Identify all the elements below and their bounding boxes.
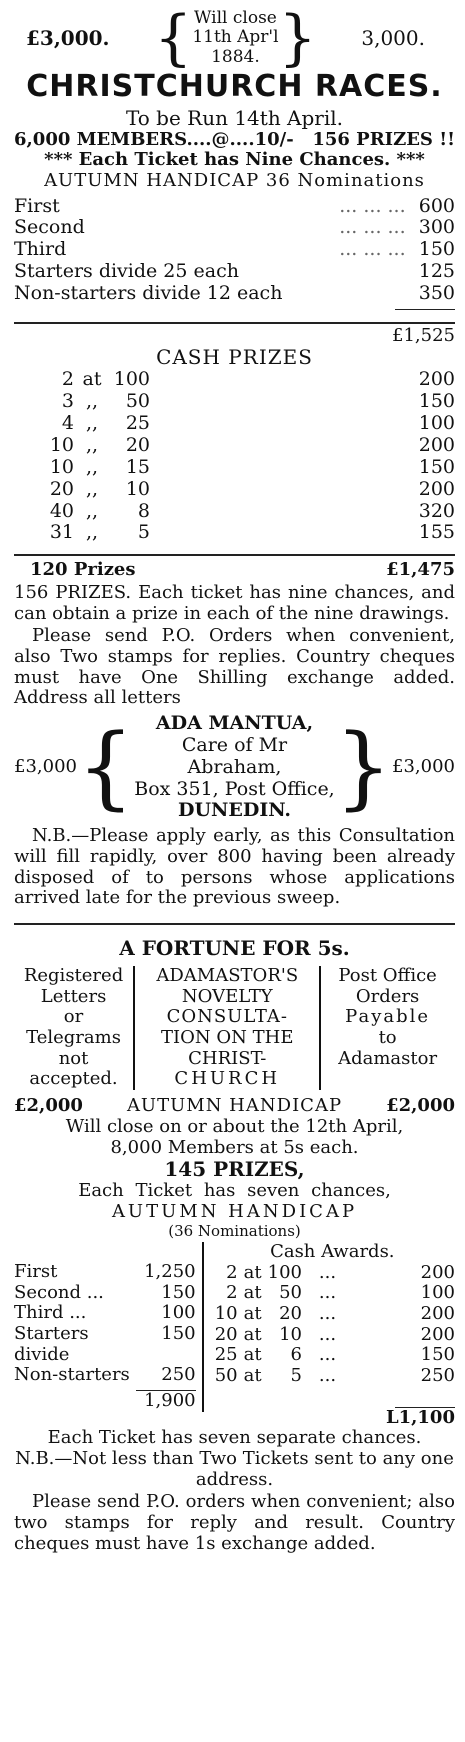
ad2-right-sep: at bbox=[243, 1364, 262, 1386]
ad1-members-left: 6,000 MEMBERS....@....10/- bbox=[14, 128, 294, 150]
cash-amount: 8 bbox=[137, 499, 150, 522]
ad2-right-sep: at bbox=[243, 1282, 262, 1304]
ad1-top-right-amount: 3,000. bbox=[361, 25, 425, 50]
cash-count: 31 bbox=[49, 521, 74, 544]
ad2-prizes-line: 145 PRIZES, bbox=[164, 1157, 305, 1182]
cash-count: 3 bbox=[61, 390, 74, 413]
ad1-prize-rule bbox=[395, 309, 455, 310]
cash-value: 150 bbox=[418, 455, 455, 478]
cash-count: 10 bbox=[49, 434, 74, 456]
cash-sep: ,, bbox=[85, 499, 99, 522]
prize-dots: ... ... ... bbox=[339, 216, 406, 239]
ad2-right-total: L1,100 bbox=[385, 1406, 455, 1428]
cash-row bbox=[14, 413, 455, 435]
cash-count: 2 bbox=[61, 368, 74, 391]
ad1-members-right: 156 PRIZES !! bbox=[312, 128, 455, 150]
ad2-prize-tables bbox=[14, 1242, 455, 1429]
left-col-line: or bbox=[63, 1006, 84, 1028]
cash-row bbox=[14, 457, 455, 479]
ad2-left-row bbox=[14, 1365, 196, 1386]
ad1-title: CHRISTCHURCH RACES. bbox=[26, 69, 443, 104]
ad2-chances-line: Each Ticket has seven chances, bbox=[78, 1180, 391, 1202]
dots: ... bbox=[318, 1344, 337, 1366]
ad2-separate-chances: Each Ticket has seven separate chances. bbox=[47, 1427, 422, 1449]
cash-row bbox=[14, 369, 455, 391]
address-line: Box 351, Post Office, bbox=[134, 777, 335, 800]
ad2-right-value: 100 bbox=[420, 1282, 455, 1304]
ad1-address-right-amount: £3,000 bbox=[392, 756, 455, 778]
ad2-right-column bbox=[321, 966, 453, 1090]
cash-amount: 25 bbox=[125, 412, 150, 435]
dots: ... bbox=[318, 1323, 337, 1345]
center-col-line: TION ON THE bbox=[161, 1027, 294, 1049]
prize-value: 600 bbox=[418, 194, 455, 217]
prize-dots bbox=[333, 283, 412, 305]
ad2-nb: N.B.—Not less than Two Tickets sent to any one address. bbox=[15, 1448, 454, 1490]
prize-value: 350 bbox=[418, 281, 455, 304]
dots: ... bbox=[318, 1282, 337, 1304]
ad1-cash-rule bbox=[14, 554, 455, 556]
ad1-chances-line: *** Each Ticket has Nine Chances. *** bbox=[44, 149, 425, 171]
ad2-para: Please send P.O. orders when convenient; also two stamps for reply and result. Country cheques must have 1s exchange added. bbox=[14, 1491, 455, 1554]
ad2-left-value: 100 bbox=[161, 1302, 196, 1324]
ad2-right-row bbox=[210, 1263, 455, 1284]
dots: ... bbox=[318, 1302, 337, 1324]
ad1-members-line bbox=[14, 130, 455, 151]
cash-sep: ,, bbox=[85, 390, 99, 413]
prize-row bbox=[14, 283, 455, 305]
right-col-line: Payable bbox=[345, 1006, 431, 1028]
left-col-line: Letters bbox=[40, 985, 107, 1007]
ad2-right-row bbox=[210, 1345, 455, 1366]
ad2-right-value: 200 bbox=[420, 1261, 455, 1283]
cash-sep: ,, bbox=[85, 434, 99, 456]
cash-row bbox=[14, 391, 455, 413]
center-col-line: NOVELTY bbox=[181, 985, 273, 1007]
cash-count: 4 bbox=[61, 412, 74, 435]
cash-amount: 15 bbox=[125, 455, 150, 478]
cash-value: 100 bbox=[418, 412, 455, 435]
ad1-cash-title: CASH PRIZES bbox=[156, 345, 313, 370]
left-brace: { bbox=[154, 3, 193, 73]
left-col-line: Telegrams bbox=[26, 1027, 121, 1049]
prize-label: Third bbox=[14, 238, 67, 261]
ad1-subtitle: To be Run 14th April. bbox=[125, 105, 344, 130]
ad1-address-left-amount: £3,000 bbox=[14, 756, 77, 778]
cash-value: 200 bbox=[418, 477, 455, 500]
ad1-nb: N.B.—Please apply early, as this Consultation will fill rapidly, over 800 having been already disposed of to persons whose applications arrived late for the previous sweep. bbox=[14, 825, 455, 909]
prize-label: Starters divide 25 each bbox=[14, 260, 239, 283]
prize-value: 125 bbox=[418, 260, 455, 283]
ad1-close-lines bbox=[192, 9, 278, 68]
prize-label: Non-starters divide 12 each bbox=[14, 281, 283, 304]
ad2-right-count: 20 bbox=[214, 1323, 238, 1345]
ad2-right-count: 10 bbox=[214, 1302, 238, 1324]
ad2-center-column bbox=[133, 966, 321, 1090]
ad2-right-value: 200 bbox=[420, 1302, 455, 1324]
center-col-line: CHURCH bbox=[174, 1068, 281, 1090]
ad2-left-row bbox=[14, 1283, 196, 1304]
right-col-line: Adamastor bbox=[338, 1047, 438, 1069]
ad2-right-amount: 5 bbox=[290, 1364, 302, 1386]
address-line: DUNEDIN. bbox=[177, 799, 292, 822]
ad2-right-row bbox=[210, 1304, 455, 1325]
ad1-race-line: AUTUMN HANDICAP 36 Nominations bbox=[44, 169, 425, 191]
address-line: ADA MANTUA, bbox=[155, 712, 314, 735]
dots: ... bbox=[318, 1364, 337, 1386]
cash-row bbox=[14, 435, 455, 457]
prize-value: 300 bbox=[418, 216, 455, 239]
ad2-right-sep: at bbox=[243, 1261, 262, 1283]
ad2-left-total: 1,900 bbox=[144, 1389, 196, 1411]
ad2-three-column-block bbox=[14, 966, 455, 1090]
ad2-right-sep: at bbox=[243, 1323, 262, 1345]
cash-amount: 10 bbox=[125, 477, 150, 500]
cash-count: 40 bbox=[49, 499, 74, 522]
prize-dots: ... ... ... bbox=[339, 194, 406, 217]
prize-row bbox=[14, 261, 455, 283]
ad1-para-2: Please send P.O. Orders when convenient, also Two stamps for replies. Country cheques must have One Shilling exchange added. Address all letters bbox=[14, 625, 455, 709]
cash-sep: ,, bbox=[85, 477, 99, 500]
cash-value: 200 bbox=[418, 434, 455, 456]
cash-value: 320 bbox=[418, 499, 455, 522]
cash-sep: at bbox=[82, 368, 102, 391]
ad2-left-value: 150 bbox=[161, 1322, 196, 1344]
right-col-line: Post Office bbox=[338, 965, 437, 986]
ad2-title: A FORTUNE FOR 5s. bbox=[119, 936, 350, 960]
right-col-line: to bbox=[378, 1027, 397, 1049]
cash-sep: ,, bbox=[85, 455, 99, 478]
dots: ... bbox=[318, 1261, 337, 1283]
ad2-left-label: Third ... bbox=[14, 1302, 87, 1324]
ad1-prize-table bbox=[14, 196, 455, 305]
ad1-close-block bbox=[154, 3, 317, 73]
ad2-left-value: 150 bbox=[161, 1281, 196, 1303]
ad2-right-amount: 20 bbox=[279, 1302, 302, 1324]
ad2-right-sep: at bbox=[243, 1302, 262, 1324]
ad2-left-value: 250 bbox=[161, 1364, 196, 1386]
ad2-right-row bbox=[210, 1366, 455, 1387]
ad2-right-count: 2 bbox=[226, 1261, 238, 1283]
ad2-left-row bbox=[14, 1324, 196, 1365]
ad1-close-line-1: Will close bbox=[194, 7, 277, 28]
center-col-line: ADAMASTOR'S bbox=[156, 965, 299, 986]
ad2-right-count: 25 bbox=[214, 1344, 238, 1366]
ad1-address-lines bbox=[134, 713, 335, 822]
left-col-line: Registered bbox=[23, 965, 124, 986]
ad2-handicap-title: AUTUMN HANDICAP bbox=[126, 1095, 343, 1117]
center-col-line: CHRIST- bbox=[188, 1047, 267, 1069]
ad1-cash-total-row bbox=[14, 560, 455, 581]
cash-row bbox=[14, 501, 455, 523]
ad1-header bbox=[14, 3, 455, 73]
prize-label: First bbox=[14, 194, 60, 217]
cash-row bbox=[14, 522, 455, 544]
ad2-race-line: AUTUMN HANDICAP bbox=[111, 1200, 358, 1222]
ad1-close-line-3: 1884. bbox=[211, 46, 260, 67]
prize-dots bbox=[333, 261, 412, 283]
ad2-left-label: Non-starters bbox=[14, 1364, 130, 1386]
ad1-close-line-2: 11th Apr'l bbox=[192, 27, 279, 48]
prize-label: Second bbox=[14, 216, 85, 239]
ad1-cash-table bbox=[14, 369, 455, 544]
right-col-line: Orders bbox=[355, 985, 420, 1007]
ad1-top-left-amount: £3,000. bbox=[26, 25, 110, 50]
ad2-right-sep: at bbox=[243, 1344, 262, 1366]
ad2-close-line: Will close on or about the 12th April, bbox=[65, 1115, 404, 1137]
ad2-left-label: Starters divide bbox=[14, 1322, 89, 1365]
ad2-awards-header: Cash Awards. bbox=[270, 1240, 395, 1262]
ad2-left-row bbox=[14, 1303, 196, 1324]
ad2-right-amount: 10 bbox=[279, 1323, 302, 1345]
ad1-separator bbox=[14, 322, 455, 324]
prize-value: 150 bbox=[418, 238, 455, 261]
ad1-para-1: 156 PRIZES. Each ticket has nine chances, and can obtain a prize in each of the nine drawings. bbox=[14, 581, 455, 624]
ad2-right-value: 250 bbox=[420, 1364, 455, 1386]
cash-value: 155 bbox=[418, 521, 455, 544]
ad2-left-value: 1,250 bbox=[144, 1260, 196, 1282]
ad2-handicap-line bbox=[14, 1096, 455, 1117]
ad2-nominations-line: (36 Nominations) bbox=[168, 1221, 301, 1240]
ad1-cash-total-label: 120 Prizes bbox=[30, 559, 136, 581]
address-left-brace: { bbox=[76, 714, 135, 820]
ad2-left-label: Second ... bbox=[14, 1281, 104, 1303]
ad2-right-amount: 50 bbox=[279, 1282, 302, 1304]
left-col-line: not bbox=[58, 1047, 89, 1069]
ad2-left-row bbox=[14, 1262, 196, 1283]
ad2-right-amount: 6 bbox=[290, 1344, 302, 1366]
cash-amount: 5 bbox=[137, 521, 150, 544]
ad2-right-value: 200 bbox=[420, 1323, 455, 1345]
ad2-right-row bbox=[210, 1283, 455, 1304]
ad2-right-row bbox=[210, 1325, 455, 1346]
cash-sep: ,, bbox=[85, 521, 99, 544]
cash-amount: 100 bbox=[113, 368, 150, 391]
address-line: Care of Mr Abraham, bbox=[181, 733, 288, 778]
cash-row bbox=[14, 479, 455, 501]
cash-amount: 20 bbox=[125, 434, 150, 456]
prize-row bbox=[14, 217, 455, 239]
right-brace: } bbox=[278, 3, 317, 73]
ad2-left-prize-table bbox=[14, 1242, 204, 1412]
ad2-left-label: First bbox=[14, 1260, 58, 1282]
left-col-line: accepted. bbox=[29, 1068, 118, 1090]
ad2-handicap-left: £2,000 bbox=[14, 1095, 83, 1117]
prize-row bbox=[14, 196, 455, 218]
ad2-right-prize-table bbox=[204, 1242, 455, 1429]
ad-divider bbox=[14, 923, 455, 925]
ad2-left-column bbox=[14, 966, 133, 1090]
cash-value: 200 bbox=[418, 368, 455, 391]
ad1-cash-total-value: £1,475 bbox=[386, 559, 455, 581]
address-right-brace: } bbox=[334, 714, 393, 820]
center-col-line: CONSULTA- bbox=[166, 1006, 288, 1028]
ad2-right-value: 150 bbox=[420, 1344, 455, 1366]
cash-count: 10 bbox=[49, 455, 74, 478]
cash-amount: 50 bbox=[125, 390, 150, 413]
ad2-right-count: 2 bbox=[226, 1282, 238, 1304]
prize-row bbox=[14, 239, 455, 261]
ad1-prize-total: £1,525 bbox=[392, 324, 455, 346]
ad2-handicap-right: £2,000 bbox=[386, 1095, 455, 1117]
ad2-members-line: 8,000 Members at 5s each. bbox=[110, 1136, 359, 1158]
ad2-right-count: 50 bbox=[214, 1364, 238, 1386]
ad1-address-block bbox=[14, 713, 455, 822]
prize-dots: ... ... ... bbox=[339, 238, 406, 261]
cash-sep: ,, bbox=[85, 412, 99, 435]
ad2-right-amount: 100 bbox=[267, 1261, 302, 1283]
cash-count: 20 bbox=[49, 477, 74, 500]
cash-value: 150 bbox=[418, 390, 455, 413]
